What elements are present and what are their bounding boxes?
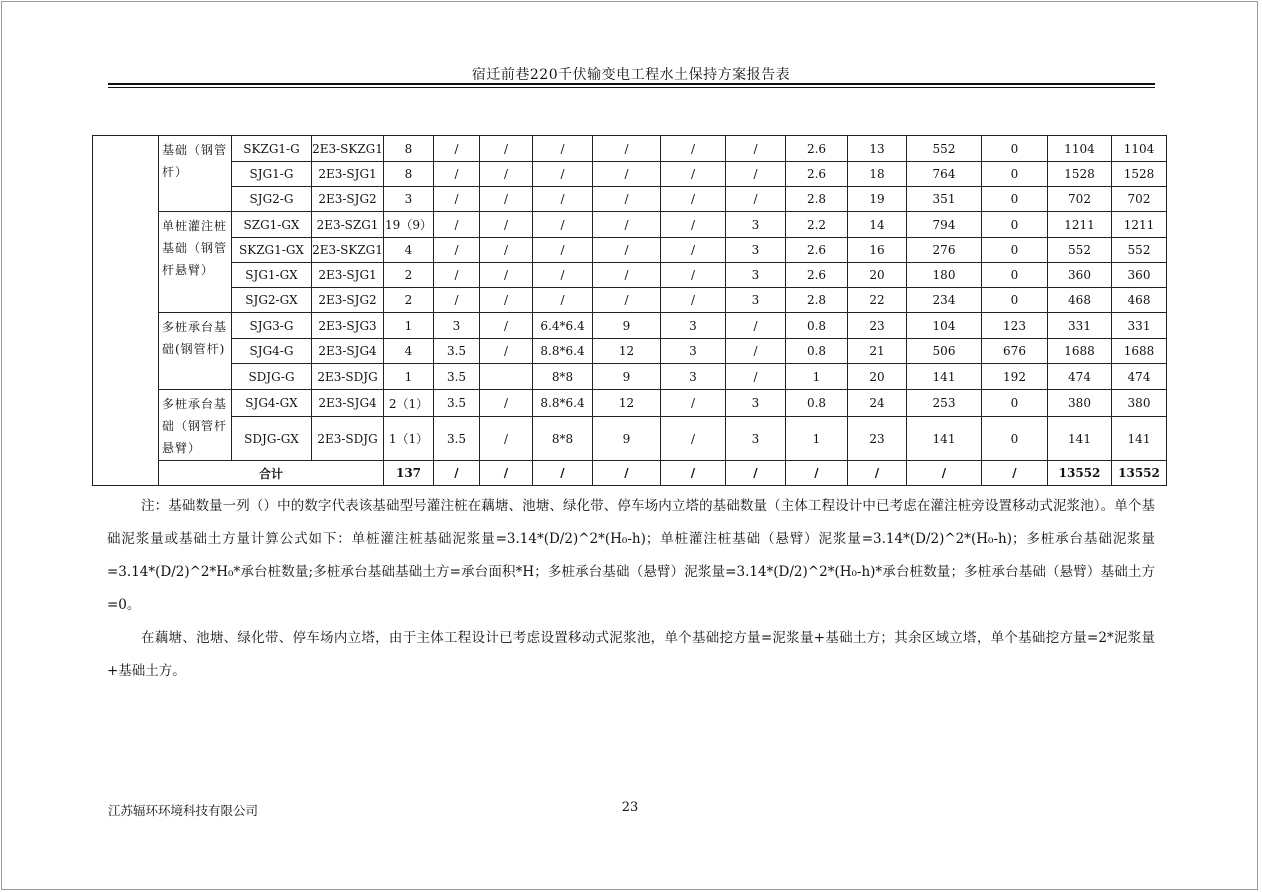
table-cell: / bbox=[533, 187, 593, 212]
table-cell: / bbox=[661, 390, 726, 417]
table-cell: 552 bbox=[907, 136, 982, 162]
table-cell: 0.8 bbox=[786, 339, 848, 364]
table-cell: / bbox=[982, 461, 1048, 486]
table-cell: 0 bbox=[982, 212, 1048, 238]
table-cell: / bbox=[434, 263, 480, 288]
table-cell: / bbox=[593, 187, 661, 212]
table-cell: / bbox=[593, 238, 661, 263]
table-cell: 19 bbox=[848, 187, 907, 212]
table-cell: 180 bbox=[907, 263, 982, 288]
table-cell: 0 bbox=[982, 417, 1048, 461]
table-cell: 552 bbox=[1048, 238, 1112, 263]
table-cell: 22 bbox=[848, 288, 907, 313]
page-header-title: 宿迁前巷220千伏输变电工程水土保持方案报告表 bbox=[471, 67, 791, 83]
table-cell: 123 bbox=[982, 313, 1048, 339]
table-cell: / bbox=[661, 461, 726, 486]
table-cell: 1 bbox=[786, 364, 848, 390]
table-cell: / bbox=[533, 288, 593, 313]
table-cell: 234 bbox=[907, 288, 982, 313]
table-cell: / bbox=[848, 461, 907, 486]
table-cell: 2.6 bbox=[786, 263, 848, 288]
table-cell: 2.8 bbox=[786, 187, 848, 212]
table-cell: / bbox=[480, 417, 533, 461]
table-cell: 2.6 bbox=[786, 136, 848, 162]
table-cell: 3 bbox=[661, 313, 726, 339]
total-label: 合计 bbox=[159, 461, 384, 486]
table-cell: 20 bbox=[848, 263, 907, 288]
table-cell: / bbox=[661, 263, 726, 288]
table-cell: 468 bbox=[1112, 288, 1167, 313]
table-cell: 3 bbox=[726, 288, 786, 313]
table-cell: 276 bbox=[907, 238, 982, 263]
table-cell: 474 bbox=[1112, 364, 1167, 390]
table-cell: 1104 bbox=[1048, 136, 1112, 162]
table-cell: 3.5 bbox=[434, 364, 480, 390]
table-cell: 8.8*6.4 bbox=[533, 390, 593, 417]
group-label: 多桩承台基础(钢管杆) bbox=[159, 313, 232, 390]
table-cell: 3 bbox=[726, 238, 786, 263]
table-cell: / bbox=[726, 136, 786, 162]
table-cell bbox=[480, 364, 533, 390]
table-cell: 3 bbox=[661, 364, 726, 390]
table-cell: / bbox=[593, 461, 661, 486]
table-cell: 2.2 bbox=[786, 212, 848, 238]
table-cell: / bbox=[726, 461, 786, 486]
table-cell: 380 bbox=[1112, 390, 1167, 417]
table-cell: / bbox=[480, 263, 533, 288]
table-cell: 12 bbox=[593, 390, 661, 417]
table-cell: 2E3-SJG2 bbox=[312, 187, 384, 212]
table-cell: / bbox=[480, 390, 533, 417]
table-cell: 3 bbox=[726, 417, 786, 461]
table-cell: / bbox=[533, 162, 593, 187]
table-cell: / bbox=[434, 212, 480, 238]
table-row bbox=[93, 364, 1167, 390]
table-row bbox=[93, 288, 1167, 313]
table-cell: SDJG-G bbox=[232, 364, 312, 390]
table-cell: 702 bbox=[1048, 187, 1112, 212]
table-cell: 0 bbox=[982, 187, 1048, 212]
table-cell: 192 bbox=[982, 364, 1048, 390]
table-cell: 2E3-SJG3 bbox=[312, 313, 384, 339]
note-paragraph: 在藕塘、池塘、绿化带、停车场内立塔，由于主体工程设计已考虑设置移动式泥浆池，单个基础挖方量=泥浆量+基础土方；其余区域立塔，单个基础挖方量=2*泥浆量+基础土方。 bbox=[107, 630, 1155, 679]
table-cell: 0 bbox=[982, 162, 1048, 187]
table-cell: 9 bbox=[593, 417, 661, 461]
table-cell: 1528 bbox=[1112, 162, 1167, 187]
group-label: 多桩承台基础（钢管杆悬臂） bbox=[159, 390, 232, 461]
table-cell: 331 bbox=[1048, 313, 1112, 339]
table-cell: / bbox=[434, 288, 480, 313]
table-cell: / bbox=[480, 339, 533, 364]
table-cell: 380 bbox=[1048, 390, 1112, 417]
table-row bbox=[93, 187, 1167, 212]
table-cell: 4 bbox=[384, 238, 434, 263]
table-cell: 23 bbox=[848, 417, 907, 461]
table-cell: 2E3-SDJG bbox=[312, 364, 384, 390]
table-cell: / bbox=[434, 162, 480, 187]
table-cell: 2 bbox=[384, 288, 434, 313]
table-cell: / bbox=[533, 263, 593, 288]
table-cell: SJG4-G bbox=[232, 339, 312, 364]
table-cell: / bbox=[661, 162, 726, 187]
note-paragraph: 注：基础数量一列（）中的数字代表该基础型号灌注桩在藕塘、池塘、绿化带、停车场内立塔的基础数量（主体工程设计中已考虑在灌注桩旁设置移动式泥浆池）。单个基础泥浆量或基础土方量计算公式如下：单桩灌注桩基础泥浆量=3.14*(D/2)^2*(H₀-h)；单桩灌注桩基础（悬臂）泥浆量=3.14*(D/2)^2*(H₀-h)；多桩承台基础泥浆量=3.14*(D/2)^2*H₀*承台桩数量;多桩承台基础基础土方=承台面积*H；多桩承台基础（悬臂）泥浆量=3.14*(D/2)^2*(H₀-h)*承台桩数量；多桩承台基础（悬臂）基础土方=0。 bbox=[107, 498, 1155, 613]
table-cell: / bbox=[480, 162, 533, 187]
table-cell: 0 bbox=[982, 263, 1048, 288]
table-cell: 1 bbox=[384, 364, 434, 390]
table-cell: 3.5 bbox=[434, 390, 480, 417]
table-cell: 19（9） bbox=[384, 212, 434, 238]
table-cell: 552 bbox=[1112, 238, 1167, 263]
table-cell: / bbox=[480, 187, 533, 212]
table-cell: 3 bbox=[726, 390, 786, 417]
table-cell: / bbox=[480, 212, 533, 238]
table-cell: 360 bbox=[1048, 263, 1112, 288]
table-row bbox=[93, 417, 1167, 461]
table-row bbox=[93, 339, 1167, 364]
table-cell: 141 bbox=[1048, 417, 1112, 461]
table-cell: / bbox=[593, 288, 661, 313]
table-cell: / bbox=[661, 417, 726, 461]
table-cell: SJG2-G bbox=[232, 187, 312, 212]
table-row bbox=[93, 238, 1167, 263]
blank-left-cell bbox=[93, 136, 159, 486]
table-cell: 141 bbox=[1112, 417, 1167, 461]
table-cell: / bbox=[434, 238, 480, 263]
table-cell: 0 bbox=[982, 136, 1048, 162]
table-cell: 1211 bbox=[1112, 212, 1167, 238]
table-cell: 3 bbox=[661, 339, 726, 364]
table-cell: 676 bbox=[982, 339, 1048, 364]
total-row bbox=[93, 461, 1167, 486]
table-cell: / bbox=[661, 288, 726, 313]
footer-company: 江苏辐环环境科技有限公司 bbox=[108, 803, 259, 818]
table-cell: 13552 bbox=[1112, 461, 1167, 486]
table-cell: 2E3-SJG1 bbox=[312, 162, 384, 187]
table-cell: SJG1-G bbox=[232, 162, 312, 187]
table-cell: 2.6 bbox=[786, 162, 848, 187]
table-cell: 3 bbox=[726, 212, 786, 238]
notes-section bbox=[107, 490, 1155, 688]
table-cell: 13 bbox=[848, 136, 907, 162]
table-cell: 141 bbox=[907, 417, 982, 461]
table-cell: / bbox=[786, 461, 848, 486]
table-cell: / bbox=[661, 136, 726, 162]
table-cell: 1104 bbox=[1112, 136, 1167, 162]
table-cell: 3 bbox=[434, 313, 480, 339]
table-cell: 0 bbox=[982, 238, 1048, 263]
table-cell: 23 bbox=[848, 313, 907, 339]
table-cell: / bbox=[907, 461, 982, 486]
table-cell: 3.5 bbox=[434, 417, 480, 461]
table-cell: 1 bbox=[384, 313, 434, 339]
table-cell: / bbox=[726, 339, 786, 364]
table-cell: 2.8 bbox=[786, 288, 848, 313]
table-cell: / bbox=[726, 187, 786, 212]
table-cell: 506 bbox=[907, 339, 982, 364]
table-cell: 764 bbox=[907, 162, 982, 187]
table-cell: / bbox=[593, 263, 661, 288]
table-cell: SJG2-GX bbox=[232, 288, 312, 313]
table-cell: SZG1-GX bbox=[232, 212, 312, 238]
table-cell: / bbox=[533, 461, 593, 486]
table-cell: 24 bbox=[848, 390, 907, 417]
table-cell: SDJG-GX bbox=[232, 417, 312, 461]
table-cell: / bbox=[593, 212, 661, 238]
table-cell: 1688 bbox=[1048, 339, 1112, 364]
table-cell: / bbox=[726, 162, 786, 187]
table-row bbox=[93, 263, 1167, 288]
table-cell: SJG4-GX bbox=[232, 390, 312, 417]
table-cell: 0.8 bbox=[786, 390, 848, 417]
table-cell: 18 bbox=[848, 162, 907, 187]
table-cell: 8 bbox=[384, 136, 434, 162]
table-cell: 8 bbox=[384, 162, 434, 187]
table-cell: 2E3-SDJG bbox=[312, 417, 384, 461]
table-cell: / bbox=[533, 136, 593, 162]
group-label: 基础（钢管杆） bbox=[159, 136, 232, 212]
header-rule-thin bbox=[108, 87, 1155, 88]
table-cell: 141 bbox=[907, 364, 982, 390]
header-rule-thick bbox=[108, 83, 1155, 85]
table-cell: / bbox=[533, 238, 593, 263]
table-cell: 253 bbox=[907, 390, 982, 417]
table-row bbox=[93, 136, 1167, 162]
table-cell: / bbox=[434, 187, 480, 212]
table-cell: 9 bbox=[593, 313, 661, 339]
table-cell: 2E3-SKZG1 bbox=[312, 136, 384, 162]
table-row bbox=[93, 162, 1167, 187]
table-cell: 468 bbox=[1048, 288, 1112, 313]
table-cell: 351 bbox=[907, 187, 982, 212]
table-cell: SJG3-G bbox=[232, 313, 312, 339]
table-cell: SKZG1-G bbox=[232, 136, 312, 162]
table-cell: 14 bbox=[848, 212, 907, 238]
table-cell: / bbox=[661, 238, 726, 263]
table-row bbox=[93, 212, 1167, 238]
table-cell: 2E3-SJG4 bbox=[312, 339, 384, 364]
table-cell: 2 bbox=[384, 263, 434, 288]
table-cell: / bbox=[726, 313, 786, 339]
table-cell: 8*8 bbox=[533, 417, 593, 461]
table-cell: / bbox=[480, 461, 533, 486]
table-cell: / bbox=[593, 162, 661, 187]
table-cell: / bbox=[661, 187, 726, 212]
table-cell: / bbox=[661, 212, 726, 238]
table-cell: 794 bbox=[907, 212, 982, 238]
table-cell: / bbox=[533, 212, 593, 238]
table-cell: 21 bbox=[848, 339, 907, 364]
table-cell: / bbox=[480, 288, 533, 313]
table-cell: 474 bbox=[1048, 364, 1112, 390]
table-cell: 8*8 bbox=[533, 364, 593, 390]
table-cell: / bbox=[434, 461, 480, 486]
table-cell: 9 bbox=[593, 364, 661, 390]
table-cell: 0.8 bbox=[786, 313, 848, 339]
table-cell: 8.8*6.4 bbox=[533, 339, 593, 364]
table-cell: 6.4*6.4 bbox=[533, 313, 593, 339]
table-cell: SJG1-GX bbox=[232, 263, 312, 288]
table-cell: 360 bbox=[1112, 263, 1167, 288]
table-cell: 4 bbox=[384, 339, 434, 364]
table-cell: / bbox=[593, 136, 661, 162]
table-cell: 2E3-SZG1 bbox=[312, 212, 384, 238]
table-cell: 1211 bbox=[1048, 212, 1112, 238]
table-cell: 1688 bbox=[1112, 339, 1167, 364]
table-cell: 3 bbox=[384, 187, 434, 212]
group-label: 单桩灌注桩基础（钢管杆悬臂） bbox=[159, 212, 232, 313]
table-cell: 0 bbox=[982, 288, 1048, 313]
table-cell: 2（1） bbox=[384, 390, 434, 417]
table-cell: 16 bbox=[848, 238, 907, 263]
table-cell: / bbox=[480, 238, 533, 263]
table-cell: / bbox=[726, 364, 786, 390]
table-cell: 331 bbox=[1112, 313, 1167, 339]
table-cell: 1（1） bbox=[384, 417, 434, 461]
table-cell: / bbox=[480, 313, 533, 339]
table-cell: 2E3-SJG1 bbox=[312, 263, 384, 288]
foundation-table bbox=[92, 135, 1167, 486]
table-cell: 137 bbox=[384, 461, 434, 486]
table-cell: 2E3-SJG2 bbox=[312, 288, 384, 313]
page-number: 23 bbox=[621, 800, 639, 815]
table-cell: 13552 bbox=[1048, 461, 1112, 486]
table-cell: 2E3-SKZG1 bbox=[312, 238, 384, 263]
table-cell: 12 bbox=[593, 339, 661, 364]
table-cell: SKZG1-GX bbox=[232, 238, 312, 263]
table-cell: / bbox=[480, 136, 533, 162]
table-cell: 702 bbox=[1112, 187, 1167, 212]
table-cell: 20 bbox=[848, 364, 907, 390]
table-cell: 1528 bbox=[1048, 162, 1112, 187]
table-cell: / bbox=[434, 136, 480, 162]
table-row bbox=[93, 390, 1167, 417]
table-row bbox=[93, 313, 1167, 339]
table-cell: 2E3-SJG4 bbox=[312, 390, 384, 417]
table-cell: 3.5 bbox=[434, 339, 480, 364]
table-cell: 104 bbox=[907, 313, 982, 339]
table-cell: 3 bbox=[726, 263, 786, 288]
table-cell: 1 bbox=[786, 417, 848, 461]
table-cell: 0 bbox=[982, 390, 1048, 417]
table-cell: 2.6 bbox=[786, 238, 848, 263]
